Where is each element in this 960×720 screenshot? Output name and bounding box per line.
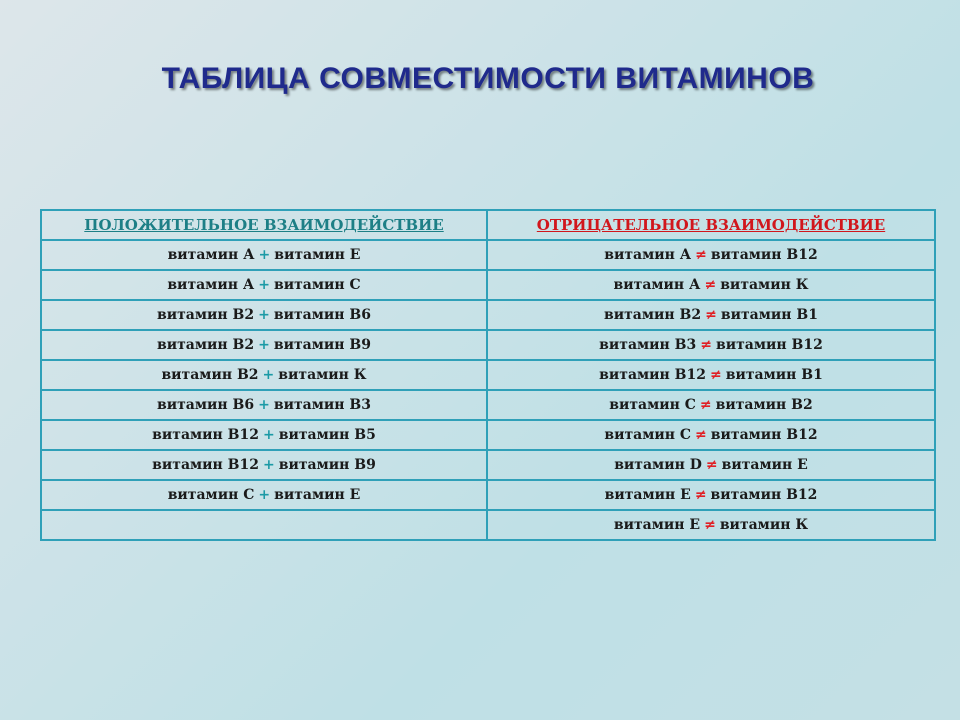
- table-row: [41, 360, 935, 390]
- vitamin-left: витамин В2: [161, 367, 259, 383]
- not-equal-symbol: ≠: [700, 337, 712, 353]
- vitamin-right: витамин В12: [716, 337, 823, 353]
- not-equal-symbol: ≠: [705, 457, 718, 473]
- vitamin-left: витамин D: [614, 457, 702, 473]
- vitamin-left: витамин В2: [157, 337, 255, 353]
- empty-cell: [41, 510, 487, 540]
- vitamin-left: витамин С: [609, 397, 696, 413]
- plus-symbol: +: [258, 337, 270, 353]
- vitamin-left: витамин В12: [152, 427, 259, 443]
- vitamin-right: витамин К: [719, 517, 809, 533]
- table-row: [41, 270, 935, 300]
- vitamin-left: витамин В2: [604, 307, 702, 323]
- table-row: [41, 240, 935, 270]
- table-row: [41, 450, 935, 480]
- plus-symbol: +: [258, 487, 271, 503]
- plus-symbol: +: [258, 307, 270, 323]
- plus-symbol: +: [263, 457, 275, 473]
- table-row: [41, 480, 935, 510]
- not-equal-symbol: ≠: [704, 277, 717, 293]
- vitamin-left: витамин В6: [157, 397, 255, 413]
- vitamin-left: витамин А: [167, 277, 255, 293]
- vitamin-right: витамин С: [274, 277, 361, 293]
- table-row: [41, 390, 935, 420]
- plus-symbol: +: [258, 277, 270, 293]
- vitamin-left: витамин Е: [604, 487, 691, 503]
- positive-pair-cell: [41, 420, 487, 450]
- vitamin-left: витамин С: [167, 487, 255, 503]
- negative-pair-cell: [487, 270, 935, 300]
- vitamin-right: витамин Е: [721, 457, 808, 473]
- vitamin-left: витамин В12: [599, 367, 706, 383]
- positive-pair-cell: [41, 390, 487, 420]
- positive-pair-cell: [41, 450, 487, 480]
- not-equal-symbol: ≠: [694, 487, 707, 503]
- plus-symbol: +: [258, 397, 270, 413]
- not-equal-symbol: ≠: [705, 307, 717, 323]
- negative-pair-cell: [487, 300, 935, 330]
- vitamin-right: витамин В1: [725, 367, 823, 383]
- negative-pair-cell: [487, 510, 935, 540]
- vitamin-right: витамин К: [278, 367, 367, 383]
- vitamin-right: витамин К: [720, 277, 809, 293]
- negative-pair-cell: [487, 420, 935, 450]
- table-row: [41, 510, 935, 540]
- page-title: ТАБЛИЦА СОВМЕСТИМОСТИ ВИТАМИНОВ: [161, 62, 815, 95]
- vitamin-right: витамин В3: [273, 397, 371, 413]
- plus-symbol: +: [262, 367, 275, 383]
- vitamin-left: витамин В12: [152, 457, 259, 473]
- positive-pair-cell: [41, 240, 487, 270]
- not-equal-symbol: ≠: [704, 517, 716, 533]
- vitamin-left: витамин А: [167, 247, 255, 263]
- table-row: [41, 420, 935, 450]
- vitamin-right: витамин В12: [710, 247, 818, 263]
- vitamin-right: витамин В6: [273, 307, 371, 323]
- table-header-row: [41, 210, 935, 240]
- vitamin-right: витамин В9: [278, 457, 376, 473]
- table-row: [41, 300, 935, 330]
- plus-symbol: +: [263, 427, 275, 443]
- positive-pair-cell: [41, 480, 487, 510]
- vitamin-right: витамин Е: [274, 487, 361, 503]
- negative-interaction-header: ОТРИЦАТЕЛЬНОЕ ВЗАИМОДЕЙСТВИЕ: [487, 210, 935, 240]
- not-equal-symbol: ≠: [695, 427, 707, 443]
- positive-pair-cell: [41, 360, 487, 390]
- vitamin-left: витамин С: [604, 427, 692, 443]
- positive-pair-cell: [41, 300, 487, 330]
- positive-pair-cell: [41, 330, 487, 360]
- table-row: [41, 330, 935, 360]
- vitamin-right: витамин Е: [274, 247, 361, 263]
- vitamin-left: витамин А: [604, 247, 692, 263]
- vitamin-right: витамин В5: [278, 427, 376, 443]
- negative-pair-cell: [487, 240, 935, 270]
- negative-pair-cell: [487, 330, 935, 360]
- vitamin-right: витамин В12: [710, 427, 818, 443]
- vitamin-right: витамин В2: [715, 397, 813, 413]
- positive-pair-cell: [41, 270, 487, 300]
- vitamin-right: витамин В12: [710, 487, 818, 503]
- vitamin-left: витамин А: [613, 277, 701, 293]
- positive-interaction-header: ПОЛОЖИТЕЛЬНОЕ ВЗАИМОДЕЙСТВИЕ: [41, 210, 487, 240]
- plus-symbol: +: [258, 247, 271, 263]
- not-equal-symbol: ≠: [710, 367, 722, 383]
- vitamin-left: витамин В2: [157, 307, 255, 323]
- negative-pair-cell: [487, 360, 935, 390]
- negative-pair-cell: [487, 480, 935, 510]
- vitamin-right: витамин В1: [720, 307, 818, 323]
- not-equal-symbol: ≠: [695, 247, 707, 263]
- negative-pair-cell: [487, 450, 935, 480]
- negative-pair-cell: [487, 390, 935, 420]
- vitamin-compatibility-table: [40, 209, 936, 541]
- vitamin-left: витамин В3: [599, 337, 697, 353]
- vitamin-left: витамин Е: [613, 517, 701, 533]
- not-equal-symbol: ≠: [699, 397, 712, 413]
- vitamin-right: витамин В9: [273, 337, 371, 353]
